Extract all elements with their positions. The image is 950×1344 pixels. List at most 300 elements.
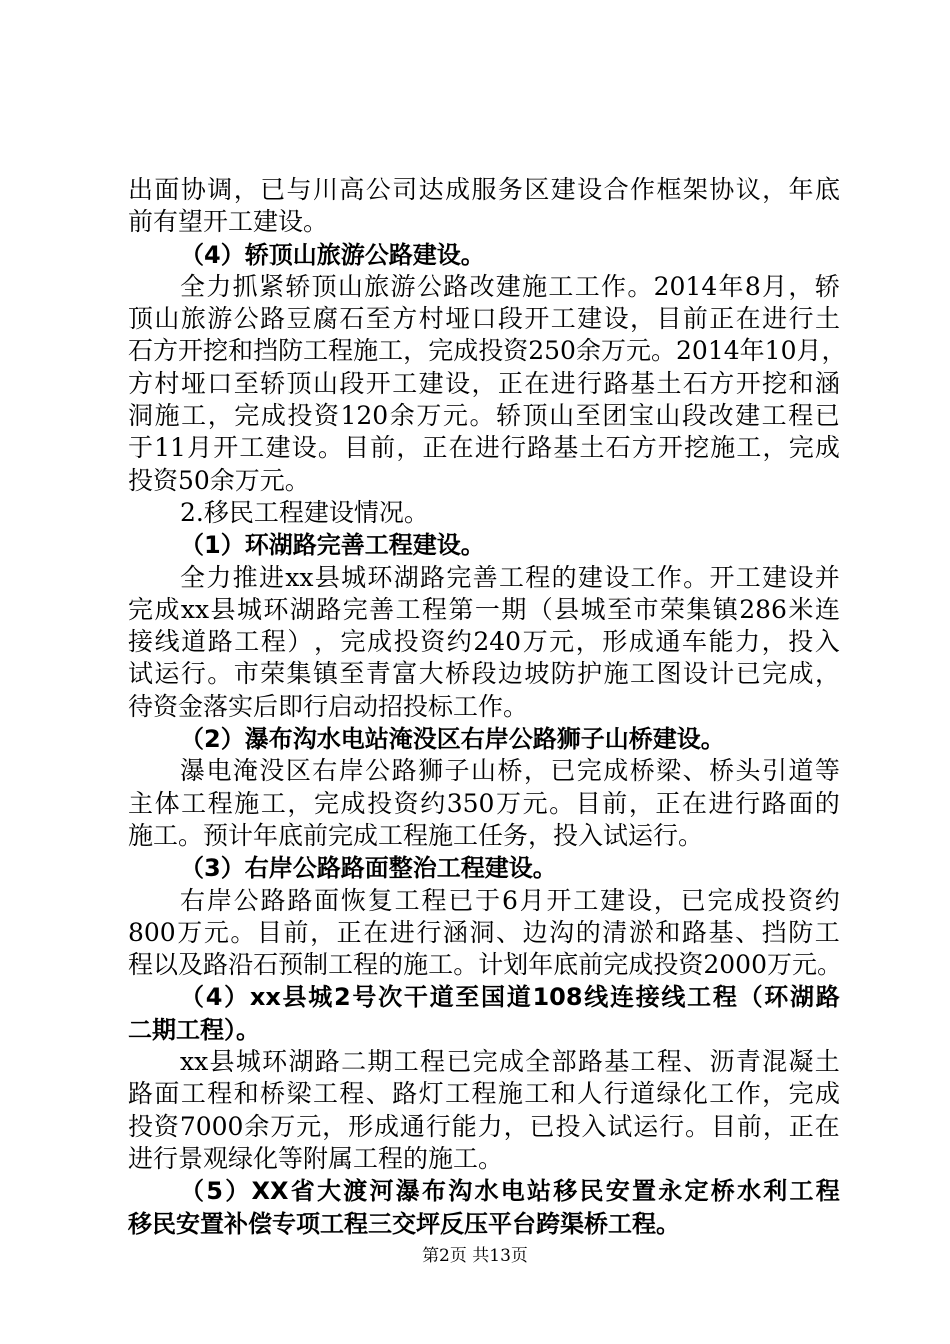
glyph: 6 — [501, 885, 518, 915]
glyph: 投 — [367, 788, 393, 818]
glyph: 底 — [553, 950, 579, 980]
glyph: 开 — [213, 433, 239, 463]
glyph: 集 — [286, 659, 312, 689]
glyph: 5 — [206, 1177, 223, 1206]
glyph: 制 — [303, 950, 329, 980]
glyph: 4 — [205, 983, 223, 1012]
document-body — [128, 174, 847, 1240]
glyph: 工 — [393, 1047, 419, 1077]
glyph: 完 — [762, 659, 788, 689]
glyph: ） — [287, 627, 313, 657]
glyph: 余 — [389, 401, 415, 431]
glyph: 路 — [392, 1079, 418, 1109]
glyph: 方 — [128, 368, 154, 398]
glyph: 挡 — [761, 917, 787, 947]
glyph: 万 — [766, 950, 792, 980]
glyph: 市 — [633, 594, 659, 624]
paragraph-line — [128, 1046, 840, 1078]
glyph: 挡 — [253, 336, 279, 366]
paragraph-line — [128, 400, 840, 432]
glyph: 期 — [501, 594, 527, 624]
glyph: 道 — [788, 756, 814, 786]
glyph: 月 — [187, 433, 213, 463]
glyph: 进 — [474, 433, 500, 463]
glyph: 已 — [529, 1111, 555, 1141]
glyph: 游 — [207, 304, 233, 334]
glyph: 环 — [764, 983, 789, 1012]
glyph: 没 — [259, 756, 285, 786]
glyph: ， — [628, 788, 654, 818]
glyph: 梁 — [286, 1079, 312, 1109]
glyph: 段 — [681, 401, 707, 431]
glyph: 头 — [735, 756, 761, 786]
glyph: 240 — [473, 627, 522, 657]
glyph: 子 — [444, 756, 470, 786]
glyph: 建 — [735, 401, 761, 431]
glyph: 渡 — [343, 1177, 368, 1206]
glyph: 建 — [577, 304, 603, 334]
glyph: 在 — [524, 368, 550, 398]
glyph: 全 — [180, 562, 206, 592]
glyph: 和 — [550, 1079, 576, 1109]
glyph: 完 — [446, 562, 472, 592]
glyph: ， — [762, 175, 788, 204]
glyph: 800 — [128, 917, 176, 947]
glyph: 。 — [469, 401, 495, 431]
glyph: 山 — [154, 304, 180, 334]
glyph: 工 — [395, 594, 421, 624]
glyph: ， — [630, 304, 656, 334]
paragraph-line — [128, 368, 840, 400]
glyph: 湖 — [393, 562, 419, 592]
glyph: 面 — [154, 1079, 180, 1109]
glyph: 方 — [709, 368, 735, 398]
glyph: 2000 — [703, 950, 767, 980]
glyph: 山 — [470, 756, 496, 786]
glyph: 顶 — [311, 271, 337, 301]
glyph: 的 — [575, 917, 601, 947]
glyph: ， — [762, 1111, 788, 1141]
glyph: 建 — [418, 368, 444, 398]
glyph: 狮 — [418, 756, 444, 786]
glyph: ， — [207, 401, 233, 431]
glyph: 挖 — [203, 336, 229, 366]
glyph: 县 — [209, 1047, 235, 1077]
glyph: 元 — [203, 917, 229, 947]
glyph: 公 — [365, 756, 391, 786]
glyph: 前 — [682, 304, 708, 334]
glyph: 计 — [478, 950, 504, 980]
paragraph-line — [128, 885, 840, 917]
glyph: 面 — [154, 175, 180, 204]
glyph: 石 — [253, 950, 279, 980]
glyph: 接 — [128, 627, 154, 657]
glyph: 完 — [428, 336, 454, 366]
glyph: 镇 — [712, 594, 738, 624]
glyph: ， — [322, 1111, 348, 1141]
glyph: 力 — [477, 1111, 503, 1141]
glyph: 抓 — [232, 271, 258, 301]
glyph: 公 — [365, 175, 391, 204]
glyph: 设 — [788, 562, 814, 592]
glyph: 轿 — [814, 271, 840, 301]
glyph: 集 — [686, 594, 712, 624]
glyph: 程 — [420, 1047, 446, 1077]
glyph: 全 — [180, 271, 206, 301]
glyph: 公 — [233, 885, 259, 915]
glyph: 程 — [353, 950, 379, 980]
glyph: 。 — [230, 917, 256, 947]
glyph: 定 — [684, 1177, 709, 1206]
glyph: 形 — [348, 1111, 374, 1141]
glyph: 7000 — [179, 1111, 244, 1141]
glyph: 至 — [339, 659, 365, 689]
glyph: 石 — [128, 336, 154, 366]
glyph: 能 — [451, 1111, 477, 1141]
glyph: 开 — [735, 368, 761, 398]
glyph: 正 — [497, 368, 523, 398]
glyph: 岸 — [206, 885, 232, 915]
glyph: 主 — [128, 788, 154, 818]
glyph: 框 — [656, 175, 682, 204]
glyph: 湖 — [288, 1047, 314, 1077]
glyph: （ — [527, 594, 553, 624]
glyph: 程 — [328, 336, 354, 366]
glyph: 石 — [682, 368, 708, 398]
glyph: 投 — [478, 336, 504, 366]
glyph: 旅 — [364, 271, 390, 301]
glyph: 工 — [260, 788, 286, 818]
glyph: 的 — [378, 950, 404, 980]
glyph: 在 — [448, 433, 474, 463]
paragraph-line: 2.移民工程建设情况。 — [180, 497, 429, 527]
glyph: 路 — [420, 562, 446, 592]
glyph: 完 — [128, 594, 154, 624]
glyph: 程 — [260, 627, 286, 657]
glyph: 万 — [416, 401, 442, 431]
glyph: 工 — [630, 562, 656, 592]
glyph: 工 — [181, 401, 207, 431]
glyph: 完 — [603, 950, 629, 980]
paragraph-line — [128, 626, 840, 658]
glyph: 坡 — [524, 659, 550, 689]
glyph: 工 — [630, 659, 656, 689]
glyph: ， — [310, 917, 336, 947]
glyph: 完 — [340, 627, 366, 657]
glyph: 力 — [735, 627, 761, 657]
glyph: 、 — [735, 917, 761, 947]
glyph: 成 — [628, 627, 654, 657]
glyph: 。 — [683, 562, 709, 592]
glyph: 方 — [392, 304, 418, 334]
glyph: 程 — [525, 562, 551, 592]
glyph: 程 — [207, 1079, 233, 1109]
glyph: 团 — [602, 401, 628, 431]
section-heading — [128, 981, 840, 1013]
paragraph-line — [128, 658, 840, 690]
glyph: 宝 — [628, 401, 654, 431]
glyph: 万 — [177, 917, 203, 947]
glyph: 工 — [392, 368, 418, 398]
glyph: 至 — [455, 983, 480, 1012]
glyph: 的 — [551, 562, 577, 592]
glyph: 、 — [683, 1047, 709, 1077]
glyph: 淹 — [232, 756, 258, 786]
glyph: 方 — [153, 336, 179, 366]
glyph: 顶 — [128, 304, 154, 334]
glyph: 前 — [736, 1111, 762, 1141]
glyph: 路 — [761, 788, 787, 818]
glyph: 年 — [718, 271, 744, 301]
paragraph-line: 施工。预计年底前完成工程施工任务，投入试运行。 — [128, 820, 704, 850]
glyph: 于 — [128, 433, 154, 463]
paragraph-line — [128, 303, 840, 335]
glyph: 行 — [425, 1111, 451, 1141]
glyph: 工 — [709, 1079, 735, 1109]
glyph: 线 — [154, 627, 180, 657]
glyph: 设 — [577, 175, 603, 204]
glyph: 开 — [524, 304, 550, 334]
glyph: 顶 — [522, 401, 548, 431]
glyph: 垭 — [445, 304, 471, 334]
glyph: ， — [287, 788, 313, 818]
glyph: 道 — [181, 627, 207, 657]
glyph: 划 — [503, 950, 529, 980]
glyph: 成 — [814, 433, 840, 463]
glyph: 建 — [495, 271, 521, 301]
glyph: 道 — [630, 1079, 656, 1109]
glyph: ， — [403, 336, 429, 366]
glyph: 元 — [549, 627, 575, 657]
glyph: 成 — [628, 950, 654, 980]
glyph: 工 — [328, 950, 354, 980]
glyph: 设 — [682, 659, 708, 689]
glyph: 化 — [682, 1079, 708, 1109]
glyph: 利 — [763, 1177, 788, 1206]
glyph: 程 — [421, 885, 447, 915]
glyph: 约 — [420, 788, 446, 818]
glyph: 建 — [550, 175, 576, 204]
glyph: 城 — [580, 594, 606, 624]
glyph: 完 — [313, 788, 339, 818]
glyph: 桥 — [709, 756, 735, 786]
glyph: 设 — [626, 885, 652, 915]
glyph: 施 — [522, 271, 548, 301]
glyph: 川 — [312, 175, 338, 204]
glyph: 路 — [527, 433, 553, 463]
glyph: 、 — [682, 756, 708, 786]
glyph: 在 — [735, 304, 761, 334]
glyph: 全 — [525, 1047, 551, 1077]
glyph: 设 — [603, 304, 629, 334]
glyph: 土 — [656, 368, 682, 398]
paragraph-line — [128, 949, 843, 981]
glyph: 能 — [708, 627, 734, 657]
glyph: 面 — [788, 788, 814, 818]
glyph: 元 — [296, 1111, 322, 1141]
paragraph-line: 进行景观绿化等附属工程的施工。 — [128, 1143, 504, 1173]
glyph: 布 — [421, 1177, 446, 1206]
glyph: 工 — [312, 1079, 338, 1109]
paragraph-line — [128, 1078, 840, 1110]
glyph: 桥 — [260, 1079, 286, 1109]
glyph: ， — [761, 627, 787, 657]
glyph: 道 — [429, 983, 454, 1012]
glyph: 大 — [316, 1177, 341, 1206]
glyph: 工 — [687, 983, 712, 1012]
glyph: 目 — [575, 788, 601, 818]
glyph: ） — [225, 1177, 250, 1206]
glyph: 工 — [428, 950, 454, 980]
glyph: ， — [313, 627, 339, 657]
glyph: 岸 — [338, 756, 364, 786]
glyph: 工 — [548, 271, 574, 301]
glyph: 工 — [181, 788, 207, 818]
glyph: 移 — [553, 1177, 578, 1206]
glyph: 前 — [370, 433, 396, 463]
paragraph-line — [128, 1111, 840, 1143]
glyph: 县 — [210, 594, 236, 624]
glyph: 11 — [154, 433, 186, 463]
paragraph-line: 待资金落实后即行启动招投标工作。 — [128, 691, 529, 721]
glyph: 路 — [603, 368, 629, 398]
glyph: 成 — [367, 627, 393, 657]
glyph: 防 — [788, 917, 814, 947]
glyph: 接 — [635, 983, 660, 1012]
glyph: 方 — [631, 433, 657, 463]
glyph: 8 — [744, 271, 761, 301]
glyph: 城 — [308, 983, 333, 1012]
glyph: ， — [396, 433, 422, 463]
glyph: 。 — [627, 271, 653, 301]
glyph: xx — [285, 562, 314, 592]
glyph: 桥 — [710, 1177, 735, 1206]
glyph: 设 — [445, 368, 471, 398]
glyph: 桥 — [497, 756, 523, 786]
glyph: 约 — [446, 627, 472, 657]
glyph: 正 — [422, 433, 448, 463]
glyph: 完 — [342, 594, 368, 624]
glyph: 施 — [497, 1079, 523, 1109]
glyph: 资 — [787, 885, 813, 915]
glyph: 余 — [575, 336, 601, 366]
glyph: 路 — [815, 983, 840, 1012]
glyph: 及 — [178, 950, 204, 980]
glyph: 改 — [469, 271, 495, 301]
glyph: 成 — [445, 175, 471, 204]
glyph: 出 — [128, 175, 154, 204]
glyph: 山 — [549, 401, 575, 431]
glyph: 已 — [735, 659, 761, 689]
glyph: 运 — [154, 659, 180, 689]
glyph: 成 — [788, 659, 814, 689]
glyph: 挖 — [684, 433, 710, 463]
paragraph-line — [128, 271, 840, 303]
glyph: （ — [180, 1177, 204, 1206]
glyph: 绿 — [656, 1079, 682, 1109]
glyph: 次 — [378, 983, 403, 1012]
glyph: ， — [821, 336, 847, 366]
glyph: 洞 — [128, 401, 154, 431]
glyph: 。 — [207, 659, 233, 689]
glyph: 豆 — [286, 304, 312, 334]
glyph: 工 — [761, 401, 787, 431]
glyph: 进 — [258, 562, 284, 592]
glyph: 和 — [788, 368, 814, 398]
glyph: 图 — [656, 659, 682, 689]
glyph: 已 — [814, 401, 840, 431]
glyph: 元 — [792, 950, 818, 980]
section-heading: （3）右岸公路路面整治工程建设。 — [180, 854, 557, 883]
glyph: 电 — [206, 756, 232, 786]
glyph: 防 — [550, 659, 576, 689]
glyph: 行 — [416, 917, 442, 947]
glyph: 年 — [528, 950, 554, 980]
glyph: 至 — [607, 594, 633, 624]
glyph: 合 — [603, 175, 629, 204]
glyph: 120 — [340, 401, 389, 431]
glyph: 城 — [341, 562, 367, 592]
glyph: 路 — [128, 1079, 154, 1109]
glyph: 在 — [363, 917, 389, 947]
glyph: 善 — [369, 594, 395, 624]
glyph: 基 — [708, 917, 734, 947]
glyph: 土 — [814, 1047, 840, 1077]
glyph: 涵 — [442, 917, 468, 947]
glyph: 国 — [481, 983, 505, 1012]
glyph: 年 — [788, 175, 814, 204]
glyph: 村 — [154, 368, 180, 398]
glyph: 工 — [303, 336, 329, 366]
page-number: 第2页 共13页 — [422, 1246, 528, 1266]
glyph: 投 — [128, 1111, 154, 1141]
glyph: 号 — [352, 983, 377, 1012]
glyph: 瀑 — [395, 1177, 420, 1206]
glyph: 资 — [313, 401, 339, 431]
glyph: 青 — [365, 659, 391, 689]
paragraph-line — [128, 755, 840, 787]
glyph: 山 — [337, 271, 363, 301]
glyph: 作 — [601, 271, 627, 301]
glyph: 站 — [526, 1177, 551, 1206]
glyph: 安 — [605, 1177, 630, 1206]
glyph: ， — [503, 1111, 529, 1141]
glyph: 投 — [555, 1111, 581, 1141]
glyph: 路 — [577, 1047, 603, 1077]
glyph: 土 — [814, 304, 840, 334]
glyph: 行 — [603, 1079, 629, 1109]
glyph: 前 — [578, 950, 604, 980]
glyph: ， — [814, 659, 840, 689]
glyph: 286 — [739, 594, 787, 624]
glyph: 完 — [788, 433, 814, 463]
glyph: （ — [180, 983, 204, 1012]
glyph: 面 — [314, 885, 340, 915]
glyph: xx — [180, 594, 210, 624]
glyph: 工 — [574, 271, 600, 301]
glyph: ） — [224, 983, 249, 1012]
glyph: 形 — [602, 627, 628, 657]
section-heading — [128, 1175, 840, 1207]
glyph: 沟 — [549, 917, 575, 947]
glyph: 工 — [445, 1079, 471, 1109]
glyph: 连 — [814, 594, 840, 624]
glyph: 成 — [453, 336, 479, 366]
glyph: 置 — [631, 1177, 656, 1206]
glyph: 正 — [709, 304, 735, 334]
glyph: 至 — [365, 304, 391, 334]
glyph: 资 — [153, 1111, 179, 1141]
